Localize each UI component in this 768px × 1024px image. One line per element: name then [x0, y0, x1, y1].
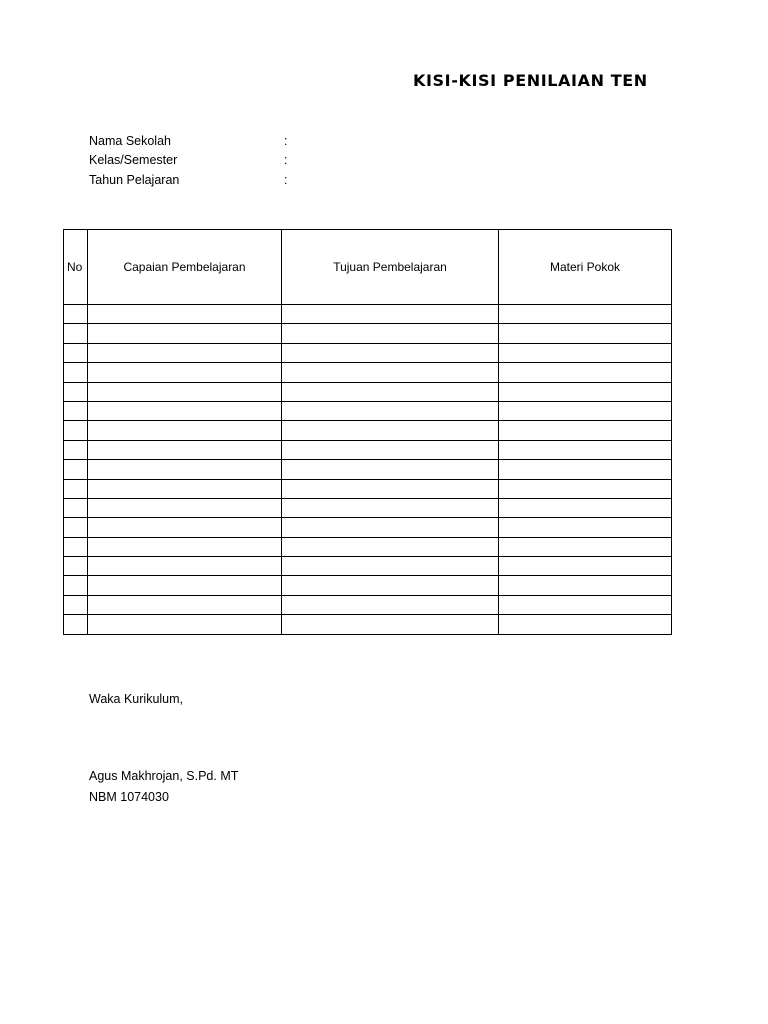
table-row — [64, 421, 672, 440]
table-cell — [88, 557, 282, 576]
table-row — [64, 557, 672, 576]
assessment-grid-table — [63, 229, 672, 635]
table-cell — [282, 421, 499, 440]
table-cell — [282, 537, 499, 556]
table-cell — [499, 343, 672, 362]
table-cell — [64, 537, 88, 556]
info-label: Nama Sekolah — [89, 134, 171, 148]
table-cell — [88, 305, 282, 324]
table-cell — [499, 498, 672, 517]
table-row — [64, 382, 672, 401]
table-cell — [282, 557, 499, 576]
table-cell — [64, 421, 88, 440]
table-cell — [88, 615, 282, 634]
table-cell — [282, 479, 499, 498]
signature-role: Waka Kurikulum, — [89, 692, 184, 706]
table-cell — [282, 401, 499, 420]
column-header-no: No — [64, 230, 88, 305]
table-cell — [499, 615, 672, 634]
table-cell — [64, 440, 88, 459]
table-cell — [64, 498, 88, 517]
table-cell — [499, 460, 672, 479]
table-cell — [88, 595, 282, 614]
table-cell — [499, 324, 672, 343]
table-cell — [88, 479, 282, 498]
table-cell — [282, 518, 499, 537]
table-cell — [88, 576, 282, 595]
table-cell — [88, 440, 282, 459]
column-header-main-material: Materi Pokok — [499, 230, 672, 305]
signature-name: Agus Makhrojan, S.Pd. MT — [89, 769, 239, 783]
table-cell — [64, 615, 88, 634]
table-cell — [64, 382, 88, 401]
table-cell — [88, 343, 282, 362]
table-cell — [282, 343, 499, 362]
document-title: KISI-KISI PENILAIAN TEN — [413, 71, 648, 90]
table-cell — [499, 557, 672, 576]
table-cell — [88, 324, 282, 343]
table-row — [64, 343, 672, 362]
table-row — [64, 537, 672, 556]
table-cell — [282, 615, 499, 634]
table-cell — [282, 440, 499, 459]
table-cell — [64, 305, 88, 324]
table-cell — [499, 440, 672, 459]
signature-id: NBM 1074030 — [89, 790, 169, 804]
info-label: Tahun Pelajaran — [89, 173, 180, 187]
table-cell — [64, 518, 88, 537]
table-cell — [64, 557, 88, 576]
column-header-learning-outcomes: Capaian Pembelajaran — [88, 230, 282, 305]
table-cell — [64, 576, 88, 595]
info-row-class-semester — [89, 150, 287, 170]
table-row — [64, 363, 672, 382]
table-cell — [64, 460, 88, 479]
table-row — [64, 498, 672, 517]
table-cell — [88, 537, 282, 556]
table-row — [64, 440, 672, 459]
table-cell — [88, 518, 282, 537]
table-row — [64, 479, 672, 498]
info-row-school-year — [89, 170, 287, 190]
table-cell — [88, 460, 282, 479]
table-row — [64, 305, 672, 324]
table-cell — [282, 576, 499, 595]
table-cell — [499, 305, 672, 324]
table-cell — [282, 363, 499, 382]
table-cell — [499, 421, 672, 440]
table-cell — [282, 460, 499, 479]
column-header-learning-objectives: Tujuan Pembelajaran — [282, 230, 499, 305]
info-row-school — [89, 131, 287, 151]
table-cell — [282, 382, 499, 401]
table-cell — [499, 537, 672, 556]
table-cell — [282, 595, 499, 614]
table-cell — [88, 421, 282, 440]
table-cell — [499, 595, 672, 614]
table-cell — [499, 576, 672, 595]
table-row — [64, 595, 672, 614]
info-separator: : — [284, 173, 288, 187]
table-cell — [282, 324, 499, 343]
table-row — [64, 518, 672, 537]
table-row — [64, 460, 672, 479]
table-cell — [88, 401, 282, 420]
info-separator: : — [284, 153, 288, 167]
table-cell — [88, 498, 282, 517]
table-row — [64, 576, 672, 595]
table-cell — [499, 401, 672, 420]
table-cell — [64, 343, 88, 362]
table-header-row — [64, 230, 672, 305]
table-body — [64, 305, 672, 635]
info-separator: : — [284, 134, 288, 148]
table-cell — [499, 479, 672, 498]
table-cell — [64, 401, 88, 420]
table-cell — [64, 363, 88, 382]
table-cell — [499, 382, 672, 401]
table-cell — [64, 479, 88, 498]
table-cell — [88, 363, 282, 382]
table-cell — [64, 324, 88, 343]
table-row — [64, 324, 672, 343]
table-row — [64, 401, 672, 420]
table-row — [64, 615, 672, 634]
table-cell — [499, 363, 672, 382]
table-cell — [282, 498, 499, 517]
info-label: Kelas/Semester — [89, 153, 178, 167]
table-cell — [499, 518, 672, 537]
table-cell — [64, 595, 88, 614]
table-cell — [282, 305, 499, 324]
table-cell — [88, 382, 282, 401]
